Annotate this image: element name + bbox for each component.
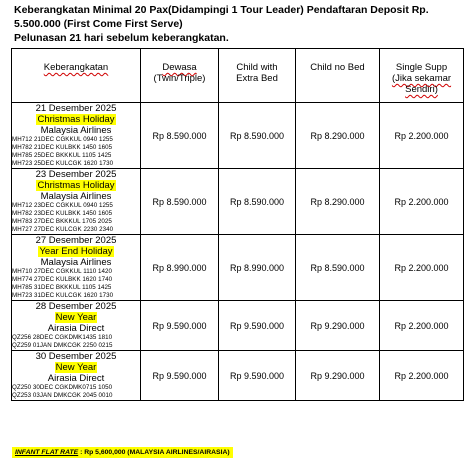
flight-line: MH727 27DEC KULCGK 2230 2340 <box>12 226 114 233</box>
departure-date: 27 Desember 2025 <box>35 235 117 246</box>
infant-rate-text: : Rp 5,600,000 (MALAYSIA AIRLINES/AIRASIA) <box>78 449 230 456</box>
header-line-2: 5.500.000 (First Come First Serve) <box>14 18 183 30</box>
col-header-adult-sub: (Twin/Triple) <box>153 73 206 84</box>
table-row <box>12 301 464 351</box>
table-row <box>12 103 464 169</box>
price-child-no-bed: Rp 8.290.000 <box>296 169 380 235</box>
flight-line: MH785 31DEC BKKKUL 1105 1425 <box>12 284 112 291</box>
price-child-no-bed: Rp 9.290.000 <box>296 351 380 401</box>
price-child-extra-bed: Rp 9.590.000 <box>219 301 296 351</box>
departure-date: 30 Desember 2025 <box>35 351 117 362</box>
table-row <box>12 169 464 235</box>
header-line-1: Keberangkatan Minimal 20 Pax(Didampingi 1 Tour Leader) Pendaftaran Deposit Rp. <box>14 4 429 16</box>
col-header-child-no-bed-label: Child no Bed <box>310 62 365 73</box>
col-header-single-supp-label: Single Supp <box>395 62 448 73</box>
flight-line: MH782 21DEC KULBKK 1450 1605 <box>12 144 113 151</box>
page-header <box>14 3 462 45</box>
flight-line: QZ250 30DEC CGKDMK0715 1050 <box>12 384 113 391</box>
event-badge: Year End Holiday <box>39 246 113 257</box>
price-single-supp: Rp 2.200.000 <box>380 235 464 301</box>
col-header-departure <box>12 49 141 103</box>
flight-line: MH723 31DEC KULCGK 1620 1730 <box>12 292 114 299</box>
price-adult: Rp 9.590.000 <box>141 301 219 351</box>
flight-line: MH782 23DEC KULBKK 1450 1605 <box>12 210 113 217</box>
departure-cell <box>12 351 141 401</box>
airline-name: Malaysia Airlines <box>40 257 112 268</box>
flight-line: MH712 23DEC CGKKUL 0940 1255 <box>12 202 113 209</box>
col-header-single-supp-sub1: (Jika sekamar <box>391 73 452 84</box>
col-header-single-supp-sub2: Sendiri) <box>405 84 438 95</box>
event-badge: New Year <box>55 362 97 373</box>
flight-line: MH774 27DEC KULBKK 1620 1740 <box>12 276 113 283</box>
departure-cell <box>12 301 141 351</box>
departure-cell <box>12 235 141 301</box>
airline-name: Malaysia Airlines <box>40 191 112 202</box>
price-child-no-bed: Rp 8.290.000 <box>296 103 380 169</box>
event-badge: Christmas Holiday <box>37 114 115 125</box>
price-single-supp: Rp 2.200.000 <box>380 301 464 351</box>
table-header-row <box>12 49 464 103</box>
col-header-child-extra-bed-label: Child with <box>236 62 278 73</box>
flight-line: MH785 25DEC BKKKUL 1105 1425 <box>12 152 112 159</box>
price-adult: Rp 9.590.000 <box>141 351 219 401</box>
price-adult: Rp 8.590.000 <box>141 103 219 169</box>
price-child-extra-bed: Rp 8.590.000 <box>219 103 296 169</box>
price-adult: Rp 8.590.000 <box>141 169 219 235</box>
flight-line: QZ253 03JAN DMKCGK 2045 0010 <box>12 392 113 399</box>
col-header-child-extra-bed-sub: Extra Bed <box>236 73 278 84</box>
price-child-no-bed: Rp 9.290.000 <box>296 301 380 351</box>
price-single-supp: Rp 2.200.000 <box>380 351 464 401</box>
flight-line: MH712 21DEC CGKKUL 0940 1255 <box>12 136 113 143</box>
price-child-no-bed: Rp 8.590.000 <box>296 235 380 301</box>
price-child-extra-bed: Rp 9.590.000 <box>219 351 296 401</box>
departure-cell <box>12 103 141 169</box>
flight-line: MH710 27DEC CGKKUL 1110 1420 <box>12 268 112 275</box>
col-header-single-supp <box>380 49 464 103</box>
departure-date: 28 Desember 2025 <box>35 301 117 312</box>
price-single-supp: Rp 2.200.000 <box>380 169 464 235</box>
event-badge: Christmas Holiday <box>37 180 115 191</box>
price-child-extra-bed: Rp 8.590.000 <box>219 169 296 235</box>
departure-date: 21 Desember 2025 <box>35 103 117 114</box>
price-child-extra-bed: Rp 8.990.000 <box>219 235 296 301</box>
header-line-3: Pelunasan 21 hari sebelum keberangkatan. <box>14 32 229 44</box>
price-table <box>11 48 464 401</box>
col-header-child-extra-bed <box>219 49 296 103</box>
event-badge: New Year <box>55 312 97 323</box>
col-header-adult <box>141 49 219 103</box>
infant-rate-label: INFANT FLAT RATE <box>15 449 79 456</box>
airline-name: Malaysia Airlines <box>40 125 112 136</box>
price-adult: Rp 8.990.000 <box>141 235 219 301</box>
table-row <box>12 351 464 401</box>
col-header-departure-label: Keberangkatan <box>43 62 109 73</box>
infant-rate-note <box>12 447 233 458</box>
flight-line: MH783 27DEC BKKKUL 1705 2025 <box>12 218 112 225</box>
price-single-supp: Rp 2.200.000 <box>380 103 464 169</box>
col-header-child-no-bed <box>296 49 380 103</box>
departure-date: 23 Desember 2025 <box>35 169 117 180</box>
airline-name: Airasia Direct <box>47 323 105 334</box>
flight-line: QZ256 28DEC CGKDMK1435 1810 <box>12 334 113 341</box>
flight-line: MH723 25DEC KULCGK 1620 1730 <box>12 160 114 167</box>
flight-line: QZ259 01JAN DMKCGK 2250 0215 <box>12 342 113 349</box>
departure-cell <box>12 169 141 235</box>
airline-name: Airasia Direct <box>47 373 105 384</box>
table-row <box>12 235 464 301</box>
col-header-adult-label: Dewasa <box>162 62 197 73</box>
